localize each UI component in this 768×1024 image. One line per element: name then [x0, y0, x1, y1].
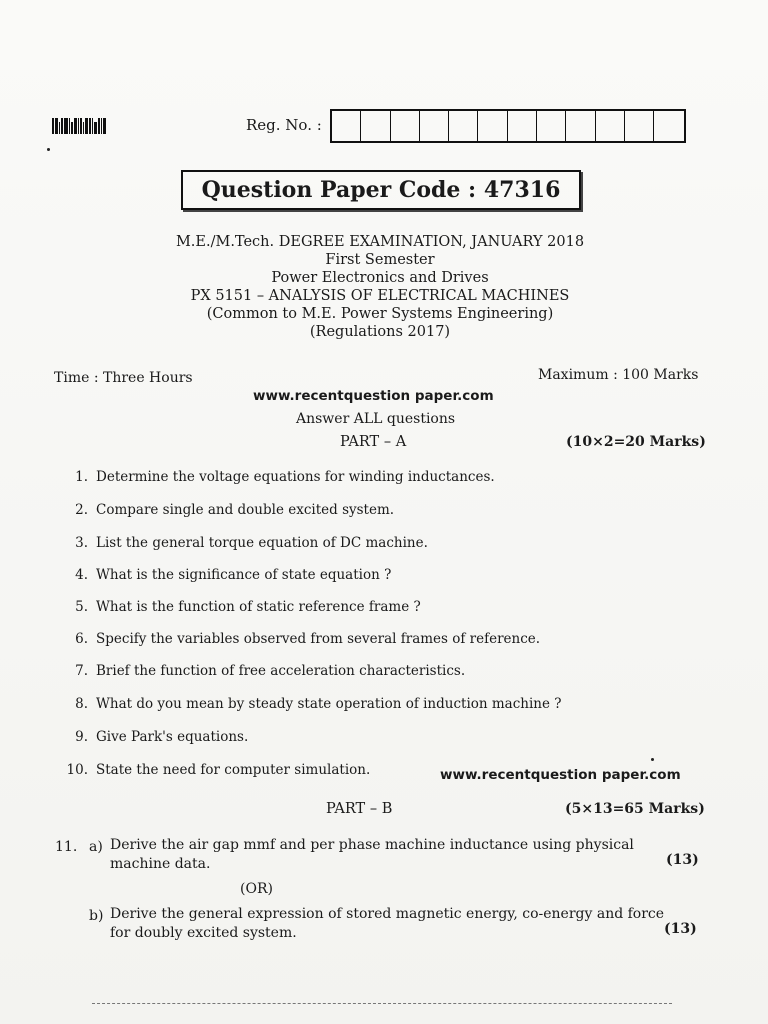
part-a-title: PART – A	[340, 434, 407, 450]
question-row	[58, 631, 540, 647]
scan-speck	[47, 148, 50, 151]
question-text: Brief the function of free acceleration characteristics.	[96, 663, 466, 679]
q11b-label: b)	[89, 908, 104, 924]
question-row	[58, 567, 391, 583]
regulations: (Regulations 2017)	[309, 324, 451, 340]
semester: First Semester	[325, 252, 435, 268]
question-number: 9.	[75, 729, 88, 745]
question-row	[58, 663, 465, 679]
exam-title: M.E./M.Tech. DEGREE EXAMINATION, JANUARY 2018	[175, 234, 585, 250]
programme: Power Electronics and Drives	[271, 270, 489, 286]
question-row	[58, 729, 248, 745]
q11a-text-line2: machine data.	[110, 856, 211, 872]
question-number: 5.	[75, 599, 88, 615]
q11b-marks: (13)	[664, 921, 697, 937]
reg-no-label: Reg. No. :	[246, 116, 322, 134]
part-b-title: PART – B	[326, 801, 393, 817]
question-row	[58, 535, 428, 551]
max-marks-label: Maximum : 100 Marks	[538, 367, 699, 383]
part-a-marks: (10×2=20 Marks)	[566, 434, 706, 450]
question-number: 2.	[75, 502, 88, 518]
or-separator: (OR)	[240, 881, 273, 897]
question-row	[58, 762, 370, 778]
q11a-label: a)	[89, 839, 103, 855]
question-paper-code: Question Paper Code : 47316	[181, 170, 581, 210]
q11a-text-line1: Derive the air gap mmf and per phase machine inductance using physical	[110, 837, 634, 853]
question-number: 8.	[75, 696, 88, 712]
part-b-marks: (5×13=65 Marks)	[565, 801, 705, 817]
course-title: PX 5151 – ANALYSIS OF ELECTRICAL MACHINES	[190, 288, 570, 304]
question-text: What is the significance of state equation ?	[96, 567, 392, 583]
scan-speck	[651, 758, 654, 761]
question-row	[58, 502, 394, 518]
question-row	[58, 469, 495, 485]
bottom-divider	[92, 1003, 672, 1004]
question-text: State the need for computer simulation.	[96, 762, 371, 778]
question-text: Compare single and double excited system.	[96, 502, 395, 518]
question-row	[58, 696, 562, 712]
instruction-text: Answer ALL questions	[296, 411, 456, 427]
exam-heading	[120, 233, 640, 341]
question-number: 10.	[66, 762, 88, 778]
question-number: 3.	[75, 535, 88, 551]
question-row	[58, 599, 421, 615]
question-number: 6.	[75, 631, 88, 647]
question-number: 1.	[75, 469, 88, 485]
common-note: (Common to M.E. Power Systems Engineering)	[206, 306, 554, 322]
question-text: What do you mean by steady state operation of induction machine ?	[96, 696, 562, 712]
watermark-url-2: www.recentquestion paper.com	[440, 767, 681, 783]
reg-no-boxes[interactable]	[330, 109, 686, 143]
question-number: 4.	[75, 567, 88, 583]
question-text: Give Park's equations.	[96, 729, 249, 745]
q11a-marks: (13)	[666, 852, 699, 868]
q11b-text-line1: Derive the general expression of stored magnetic energy, co-energy and force	[110, 906, 665, 922]
time-label: Time : Three Hours	[54, 370, 193, 386]
q11-number: 11.	[55, 839, 78, 855]
question-text: Specify the variables observed from several frames of reference.	[96, 631, 541, 647]
q11b-text-line2: for doubly excited system.	[110, 925, 297, 941]
question-text: What is the function of static reference frame ?	[96, 599, 421, 615]
watermark-url: www.recentquestion paper.com	[253, 388, 494, 404]
question-number: 7.	[75, 663, 88, 679]
barcode-graphic	[52, 116, 106, 134]
question-text: List the general torque equation of DC machine.	[96, 535, 428, 551]
question-text: Determine the voltage equations for winding inductances.	[96, 469, 495, 485]
